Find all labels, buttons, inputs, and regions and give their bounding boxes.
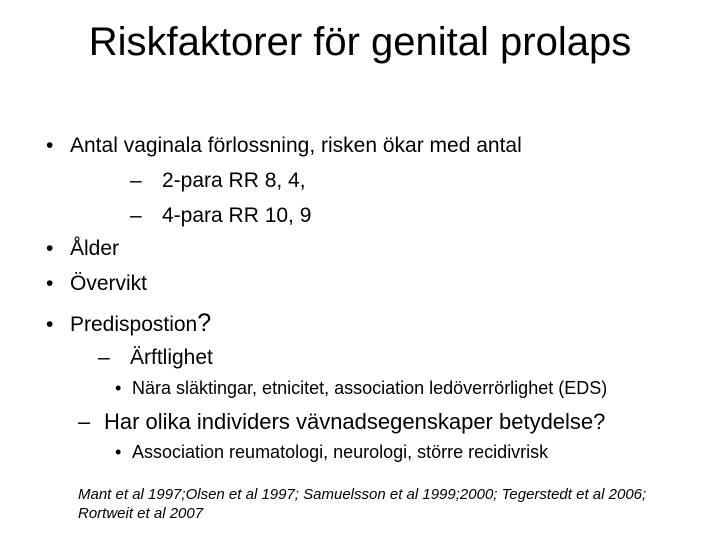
bullet-marker: • [46, 237, 54, 260]
bullet-marker: • [46, 313, 54, 336]
slide-title: Riskfaktorer för genital prolaps [88, 20, 632, 64]
subitem-2-para: 2-para RR 8, 4, [162, 169, 306, 192]
dash-marker: – [78, 409, 91, 434]
bullet-antal: Antal vaginala förlossning, risken ökar med antal [70, 134, 522, 157]
predisposition-question-mark: ? [197, 309, 212, 337]
bullet-overvikt: Övervikt [70, 272, 148, 295]
subitem-individer: Har olika individers vävnadsegenskaper betydelse? [104, 409, 606, 434]
subitem-nara-slaktingar: Nära släktingar, etnicitet, association ledöverrörlighet (EDS) [132, 378, 608, 398]
subitem-4-para: 4-para RR 10, 9 [162, 204, 312, 227]
predisposition-text: Predispostion [70, 313, 198, 336]
references: Mant et al 1997;Olsen et al 1997; Samuelsson et al 1999;2000; Tegerstedt et al 2006; Rortweit et al 2007 [78, 486, 647, 522]
dash-marker: – [130, 169, 142, 192]
bullet-marker: • [115, 442, 122, 462]
bullet-marker: • [46, 134, 54, 157]
bullet-marker: • [115, 378, 122, 398]
dash-marker: – [130, 204, 142, 227]
bullet-predisposition [70, 310, 211, 338]
dash-marker: – [98, 346, 110, 369]
bullet-alder: Ålder [70, 237, 120, 260]
bullet-marker: • [46, 272, 54, 295]
subitem-association: Association reumatologi, neurologi, större recidivrisk [132, 442, 549, 462]
subitem-arftlighet: Ärftlighet [130, 346, 213, 369]
